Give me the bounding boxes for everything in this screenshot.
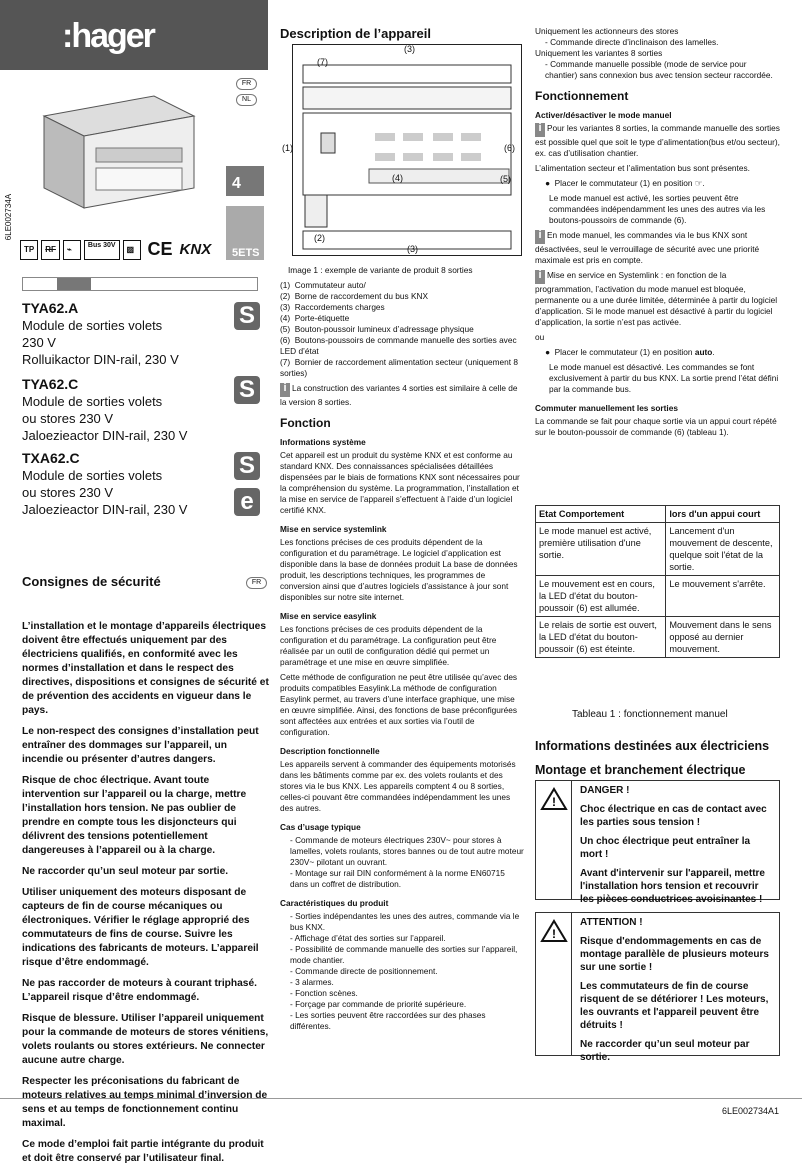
hand-switch-icon: ☞ [694, 178, 703, 188]
product-txa62c [22, 450, 232, 518]
table-cell: Le mode manuel est activé, première utilisation d'une sortie. [536, 523, 666, 576]
legend-text: Boutons-poussoirs de commande manuelle des sorties avec LED d’état [280, 335, 517, 356]
table-caption: Tableau 1 : fonctionnement manuel [572, 709, 728, 720]
legend-num: (6) [280, 335, 291, 345]
easylink-badge: e [234, 488, 260, 516]
section-para: Les appareils servent à commander des équipements motorisés dans les bâtiments comme par ex. des volets roulants et des stores via le bus KNX. Les appareils comptent 4 ou 8 sorties, celles-ci pouvant être commandées indépendamment les unes des autres. [280, 759, 516, 813]
product-line: Module de sorties volets [22, 318, 163, 333]
cert-row [20, 238, 211, 261]
bullet-text: Placer le commutateur (1) en position [554, 347, 695, 357]
safety-para: Ne pas raccorder de moteurs à courant triphasé. L’appareil risque d’être endommagé. [22, 978, 257, 1003]
section-para: Cet appareil est un produit du système KNX et est conforme au standard KNX. Des connaissances spécialisées détaillées dispensées par le biais de formations KNX sont nécessaires pour la compréhension du système. La programmation, l’installation et la mise en service de l’appareil s’effectuent à l’aide d’un logiciel certifié KNX. [280, 450, 520, 515]
warning-triangle-icon [541, 787, 567, 811]
table-cell: Mouvement dans le sens opposé au dernier mouvement. [666, 617, 780, 658]
table-cell: Le mouvement s'arrête. [666, 576, 780, 617]
legend-item [280, 357, 524, 379]
table-row [536, 506, 780, 523]
info-note: Pour les variantes 8 sorties, la commande manuelle des sorties est possible quel que soit le type d’alimentation(bus et/ou secteur), ex. cas d’utilisation chantier. [535, 123, 780, 158]
safety-para: Respecter les préconisations du fabricant de moteurs relatives au temps minimal d’inversion de sens et au temps de fonctionnement continu maximal. [22, 1076, 268, 1129]
table-header: Etat Comportement [536, 506, 666, 523]
legend-item [280, 324, 524, 335]
safety-title: Consignes de sécurité [22, 574, 161, 589]
section-para: Cette méthode de configuration ne peut être utilisée qu’avec des produits compatibles Easylink.La méthode de configuration Easylink permet, au travers d’une interface graphique, une mise en œuvre simplifiée. Ainsi, des fonctions de base préconfigurées sont affectées aux entrées et aux sorties via l’outil de configuration. [280, 672, 518, 737]
lang-badge-nl: NL [236, 94, 257, 106]
list-item: - 3 alarmes. [290, 977, 334, 987]
doc-code-vertical: 6LE002734A [3, 193, 13, 241]
product-line: Jaloezieactor DIN-rail, 230 V [22, 428, 188, 443]
warning-triangle-icon [541, 919, 567, 943]
electricians-title: Informations destinées aux électriciens [535, 739, 770, 753]
cert-tp: TP [20, 240, 38, 260]
device-diagram [292, 44, 522, 256]
info-icon: i [280, 383, 290, 397]
info-note: La construction des variantes 4 sorties est similaire à celle de la version 8 sorties. [280, 383, 518, 407]
table-cell: Le mouvement est en cours, la LED d'état du bouton-poussoir (6) est allumée. [536, 576, 666, 617]
legend-num: (4) [280, 313, 291, 323]
list-item: - Commande manuelle possible (mode de service pour chantier) sans connexion bus avec tension secteur raccordée. [545, 59, 773, 80]
section-para: Le mode manuel est activé, les sorties peuvent être commandées indépendamment les unes des autres via les boutons-poussoirs de commande (6). [549, 193, 766, 225]
info-icon: i [535, 230, 545, 244]
list-item: - Montage sur rail DIN conformément à la norme EN60715 dans un coffret de distribution. [290, 868, 505, 889]
diagram-label: (4) [392, 173, 403, 183]
svg-text:4: 4 [232, 175, 241, 192]
section-para: Le mode manuel est désactivé. Les commandes se font exclusivement à partir du bus KNX. La sortie prend l’état défini par la commande bus. [549, 362, 779, 394]
bullet-bold: auto [694, 347, 713, 357]
safety-para: Le non-respect des consignes d’installation peut entraîner des dommages sur l’appareil, un incendie ou présenter d’autres dangers. [22, 726, 259, 765]
description-title: Description de l’appareil [280, 26, 431, 41]
product-code: TYA62.A [22, 300, 79, 316]
attention-para: Ne raccorder qu’un seul moteur par sortie. [580, 1039, 750, 1063]
systemlink-badge: S [234, 452, 260, 480]
table-cell: Le relais de sortie est ouvert, la LED d'état du bouton-poussoir (6) est éteinte. [536, 617, 666, 658]
product-line: 230 V [22, 335, 56, 350]
legend-num: (5) [280, 324, 291, 334]
list-item: - Sorties indépendantes les unes des autres, commande via le bus KNX. [290, 911, 520, 932]
section-heading: Activer/désactiver le mode manuel [535, 110, 672, 120]
legend-text: Bornier de raccordement alimentation secteur (uniquement 8 sorties) [280, 357, 518, 378]
safety-para: Utiliser uniquement des moteurs disposant de capteurs de fin de course mécaniques ou électroniques. Vérifier le réglage approprié des commutateurs de fins de course. Suivre les indications des fabricants de moteurs. L’appareil risque d’être endommagé. [22, 887, 259, 968]
legend-num: (7) [280, 357, 291, 367]
attention-para: Les commutateurs de fin de course risquent de se détériorer ! Les moteurs, les ouvrants et l'appareil peuvent être détruits ! [580, 981, 769, 1031]
cert-hatch-icon: ▨ [123, 240, 141, 260]
list-item: - Commande directe de positionnement. [290, 966, 438, 976]
text-line: Uniquement les actionneurs des stores [535, 26, 679, 36]
info-icon: i [535, 270, 545, 284]
legend-item [280, 313, 524, 324]
table-header: lors d'un appui court [666, 506, 780, 523]
list-item: - Possibilité de commande manuelle des sorties sur l’appareil, mode chantier. [290, 944, 518, 965]
legend-item [280, 302, 524, 313]
section-heading: Mise en service easylink [280, 611, 377, 621]
safety-para: Ne raccorder qu’un seul moteur par sortie. [22, 866, 229, 877]
list-item: - Commande de moteurs électriques 230V~ pour stores à lamelles, volets roulants, stores bannes ou de tout autre moteur 230V~ pilotant un ouvrant. [290, 835, 524, 867]
list-item: - Forçage par commande de priorité supérieure. [290, 999, 467, 1009]
diagram-label: (5) [500, 174, 511, 184]
product-line: Module de sorties volets [22, 394, 163, 409]
text-line: ou [535, 332, 545, 342]
hager-logo: :hager [62, 17, 154, 55]
image-caption: Image 1 : exemple de variante de produit 8 sorties [288, 265, 473, 275]
mounting-title: Montage et branchement électrique [535, 763, 746, 777]
ets-logo-icon [226, 206, 264, 260]
bullet-text: Placer le commutateur (1) en position [554, 178, 693, 188]
easylink-logo-icon [226, 166, 264, 196]
product-line: Rolluikactor DIN-rail, 230 V [22, 352, 179, 367]
safety-text [22, 620, 270, 1173]
section-para: L’alimentation secteur et l’alimentation bus sont présentes. [535, 163, 750, 173]
diagram-label: (3) [407, 244, 418, 254]
product-code: TYA62.C [22, 376, 79, 392]
legend-text: Borne de raccordement du bus KNX [294, 291, 429, 301]
danger-para: Avant d'intervenir sur l'appareil, mettre l'installation hors tension et recouvrir les pièces conductrices avoisinantes ! [580, 868, 765, 905]
cert-easy-icon: ⌁ [63, 240, 81, 260]
diagram-label: (7) [317, 57, 328, 67]
list-item: - Commande directe d’inclinaison des lamelles. [545, 37, 719, 47]
section-heading: Informations système [280, 437, 366, 447]
svg-text:5ETS: 5ETS [232, 247, 260, 259]
section-heading: Mise en service systemlink [280, 524, 387, 534]
lang-tab-bar [22, 277, 258, 291]
svg-text:!: ! [552, 927, 556, 941]
product-line: Jaloezieactor DIN-rail, 230 V [22, 502, 188, 517]
table-row [536, 576, 780, 617]
list-item: - Fonction scènes. [290, 988, 358, 998]
lang-badge-fr: FR [236, 78, 257, 90]
section-heading: Cas d’usage typique [280, 822, 361, 832]
info-note: En mode manuel, les commandes via le bus KNX sont désactivées, seul le verrouillage de sécurité avec une priorité maximale est pris en compte. [535, 230, 760, 265]
info-icon: i [535, 123, 545, 137]
list-item: - Les sorties peuvent être raccordées sur des phases différentes. [290, 1010, 486, 1031]
ce-mark: CE [147, 239, 173, 259]
diagram-label: (1) [282, 143, 293, 153]
section-heading: Commuter manuellement les sorties [535, 403, 678, 413]
section-para: Les fonctions précises de ces produits dépendent de la configuration et du paramétrage. Le logiciel d’application est disponible dans la base de données produit La base de données produit, les descriptions techniques, les programmes de conversion ainsi que d’autres logiciels d’assistance à jour sont disponibles sur notre site internet. [280, 537, 518, 602]
fonctionnement-title: Fonctionnement [535, 89, 629, 103]
legend-text: Bouton-poussoir lumineux d’adressage physique [294, 324, 474, 334]
fonction-title: Fonction [280, 416, 331, 430]
danger-para: Choc électrique en cas de contact avec les parties sous tension ! [580, 804, 767, 828]
section-para: Les fonctions précises de ces produits dépendent de la configuration et du paramétrage. La configuration peut être réalisée par un outil de configuration dédié qui permet un paramétrage et une mise en œuvre simplifiée. [280, 624, 497, 667]
danger-title: DANGER ! [580, 785, 630, 796]
table-cell: Lancement d'un mouvement de descente, quelque soit l'état de la sortie. [666, 523, 780, 576]
text-line: Uniquement les variantes 8 sorties [535, 48, 663, 58]
legend-item [280, 280, 524, 291]
manual-operation-table [535, 505, 780, 658]
knx-logo: KNX [179, 240, 212, 258]
lang-badge-fr: FR [246, 577, 267, 589]
operation-column: Uniquement les actionneurs des stores - Commande directe d’inclinaison des lamelles. Uniquement les variantes 8 sorties - Commande manuelle possible (mode de service pour chantier) sans connexion bus avec tension secteur raccordée. Fonctionnement Activer/désactiver le mode manuel i Pour les variantes 8 sorties, la commande manuelle des sorties est possible quel que soit le type d’alimentation(bus et/ou secteur), ex. cas d’utilisation chantier. L’alimentation secteur et l’alimentation bus sont présentes. ● Placer le commutateur (1) en position ☞. Le mode manuel est activé, les sorties peuvent être commandées indépendamment les unes des autres via les boutons-poussoirs de commande (6). i En mode manuel, les commandes via le bus KNX sont désactivées, seul le verrouillage de sécurité avec une priorité maximale est pris en compte. i Mise en service en Systemlink : en fonction de la programmation, l’activation du mode manuel est bloquée, permanente ou a une durée limitée, déterminée à partir du logiciel d’application. Si le mode manuel est désactivé à partir du logiciel d’application, la sortie n’est pas activée. ou ● Placer le commutateur (1) en position auto. Le mode manuel est désactivé. Les commandes se font exclusivement à partir du bus KNX. La sortie prend l’état défini par la commande bus. Commuter manuellement les sorties La commande se fait pour chaque sortie via un appui court répété sur le bouton-poussoir de commande (6) (tableau 1). [535, 26, 780, 437]
device-illustration [34, 76, 204, 216]
legend-text: Raccordements charges [294, 302, 385, 312]
systemlink-badge: S [234, 302, 260, 330]
attention-para: Risque d'endommagements en cas de montage parallèle de plusieurs moteurs sur une sortie ! [580, 936, 769, 973]
table-row [536, 523, 780, 576]
danger-para: Un choc électrique peut entraîner la mort ! [580, 836, 751, 860]
info-note: Mise en service en Systemlink : en fonction de la programmation, l’activation du mode manuel est bloquée, permanente ou a une durée limitée, déterminée à partir du logiciel d’application. Si le mode manuel est désactivé à partir du logiciel d’application, la sortie n’est pas activée. [535, 270, 778, 327]
legend-text: Commutateur auto/ [294, 280, 366, 290]
brand-banner [0, 0, 268, 70]
product-tya62c [22, 376, 232, 444]
product-code: TXA62.C [22, 450, 80, 466]
product-line: ou stores 230 V [22, 411, 114, 426]
safety-para: L’installation et le montage d’appareils électriques doivent être effectués uniquement par des électriciens qualifiés, en conformité avec les normes d’installation et dans le respect des directives, dispositions et consignes de sécurité et de prévention des accidents en vigueur dans le pays. [22, 621, 269, 716]
legend-item [280, 335, 524, 357]
product-line: Module de sorties volets [22, 468, 163, 483]
safety-para: Risque de blessure. Utiliser l’appareil uniquement pour la commande de moteurs de stores vénitiens, volets roulants ou stores extérieurs. Ne connecter aucune autre charge. [22, 1013, 269, 1066]
danger-box [535, 780, 780, 905]
diagram-label: (2) [314, 233, 325, 243]
legend-num: (3) [280, 302, 291, 312]
footer-rule [0, 1098, 802, 1099]
attention-box [535, 912, 780, 1063]
fonction-column [280, 265, 524, 1032]
legend-num: (1) [280, 280, 291, 290]
table-row [536, 617, 780, 658]
legend-item [280, 291, 524, 302]
attention-title: ATTENTION ! [580, 917, 643, 928]
systemlink-badge: S [234, 376, 260, 404]
section-heading: Description fonctionnelle [280, 746, 380, 756]
legend-num: (2) [280, 291, 291, 301]
safety-para: Risque de choc électrique. Avant toute intervention sur l’appareil ou la charge, mettre l’installation hors tension. Ne pas oublier de prendre en compte tous les disjoncteurs qui délivrent des tensions potentiellement dangereuses à l’appareil ou à la charge. [22, 775, 247, 856]
list-item: - Affichage d’état des sorties sur l’appareil. [290, 933, 446, 943]
product-tya62a [22, 300, 232, 368]
svg-text:!: ! [552, 795, 556, 809]
cert-bus: Bus 30V [84, 240, 120, 260]
safety-para: Ce mode d’emploi fait partie intégrante du produit et doit être conservé par l’utilisateur final. [22, 1139, 264, 1164]
diagram-label: (3) [404, 44, 415, 54]
footer-doc-code: 6LE002734A1 [722, 1106, 780, 1116]
section-para: La commande se fait pour chaque sortie via un appui court répété sur le bouton-poussoir de commande (6) (tableau 1). [535, 416, 777, 437]
product-line: ou stores 230 V [22, 485, 114, 500]
legend-text: Porte-étiquette [294, 313, 350, 323]
section-heading: Caractéristiques du produit [280, 898, 389, 908]
diagram-label: (6) [504, 143, 515, 153]
cert-rf: RF [41, 240, 60, 260]
